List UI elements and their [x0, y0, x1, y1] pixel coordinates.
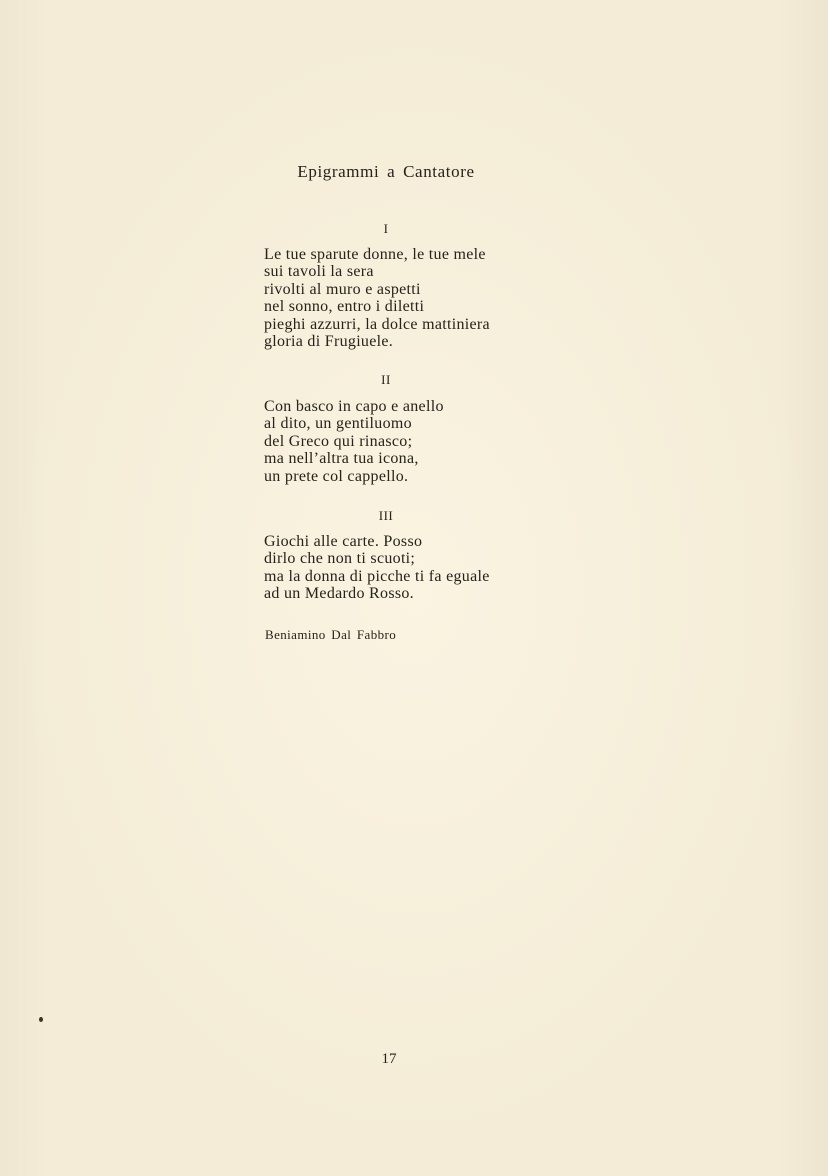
paper-speck: [39, 1017, 43, 1022]
section-numeral-1: I: [383, 221, 389, 236]
stanza-3: [264, 533, 490, 603]
verse-line: pieghi azzurri, la dolce mattiniera: [264, 315, 490, 333]
verse-line: gloria di Frugiuele.: [264, 333, 394, 351]
author-signature: Beniamino Dal Fabbro: [265, 627, 397, 642]
verse-line: ma la donna di picche ti fa eguale: [264, 567, 490, 585]
stanza-2: [264, 398, 444, 485]
verse-line: Giochi alle carte. Posso: [264, 533, 423, 550]
verse-line: sui tavoli la sera: [264, 263, 374, 281]
section-numeral-2: II: [381, 372, 391, 387]
verse-line: al dito, un gentiluomo: [264, 415, 412, 433]
verse-line: ad un Medardo Rosso.: [264, 585, 414, 603]
verse-line: nel sonno, entro i diletti: [264, 298, 425, 316]
verse-line: Con basco in capo e anello: [264, 398, 444, 415]
verse-line: rivolti al muro e aspetti: [264, 280, 421, 298]
poem-title: Epigrammi a Cantatore: [297, 162, 475, 181]
page-number: 17: [381, 1051, 397, 1067]
stanza-1: [264, 246, 490, 350]
verse-line: un prete col cappello.: [264, 467, 409, 485]
section-numeral-3: III: [378, 508, 394, 523]
verse-line: Le tue sparute donne, le tue mele: [264, 246, 486, 263]
verse-line: del Greco qui rinasco;: [264, 432, 413, 450]
verse-line: ma nell’altra tua icona,: [264, 450, 419, 468]
verse-line: dirlo che non ti scuoti;: [264, 550, 416, 568]
